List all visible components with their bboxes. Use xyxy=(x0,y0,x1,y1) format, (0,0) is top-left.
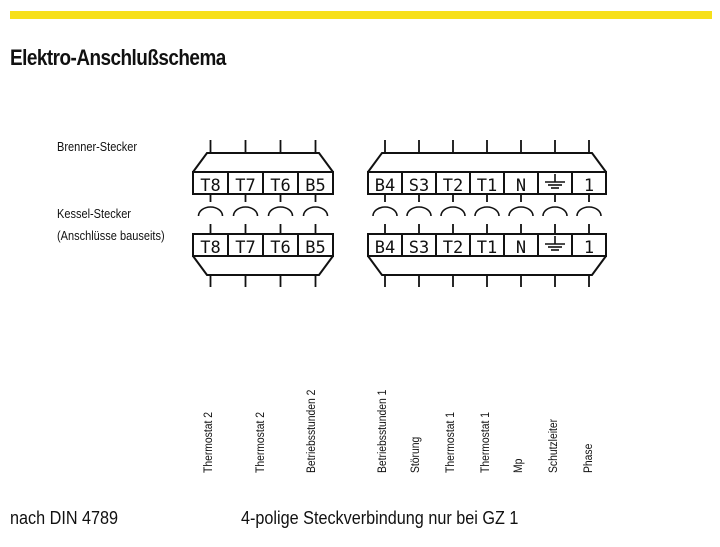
page-title: Elektro-Anschlußschema xyxy=(10,45,226,70)
brenner-left-pin-label: T8 xyxy=(200,176,221,196)
terminal-label: Betriebsstunden 1 xyxy=(377,389,389,473)
socket-arc xyxy=(475,207,499,216)
footer-note: 4-polige Steckverbindung nur bei GZ 1 xyxy=(241,508,519,528)
socket-arc xyxy=(269,207,293,216)
kessel-right-pin-label: B4 xyxy=(374,238,396,258)
brenner-left-housing xyxy=(193,153,333,172)
terminal-label: Thermostat 2 xyxy=(203,412,215,473)
brenner-left-pin-label: T7 xyxy=(235,176,256,196)
brenner-right-pin-label: T1 xyxy=(476,176,498,196)
kessel-right-pin-label: T2 xyxy=(442,238,464,258)
socket-arc xyxy=(304,207,328,216)
terminal-label: Mp xyxy=(513,458,525,473)
socket-arc xyxy=(234,207,258,216)
kessel-right-pin-label: 1 xyxy=(583,238,595,258)
socket-arc xyxy=(509,207,533,216)
terminal-label: Thermostat 1 xyxy=(480,412,492,473)
brenner-right-pin-label: T2 xyxy=(442,176,464,196)
brenner-right-pin-label: N xyxy=(515,176,527,196)
terminal-label: Phase xyxy=(583,443,595,473)
socket-arc xyxy=(543,207,567,216)
kessel-right-housing xyxy=(368,256,606,275)
brenner-right-pin-label: 1 xyxy=(583,176,595,196)
brenner-right-housing xyxy=(368,153,606,172)
kessel-stecker-note: (Anschlüsse bauseits) xyxy=(57,229,165,243)
socket-arc xyxy=(577,207,601,216)
brenner-left-pin-label: T6 xyxy=(270,176,291,196)
kessel-left-pin-label: B5 xyxy=(305,238,326,258)
kessel-right-pin-label: T1 xyxy=(476,238,498,258)
brenner-right-pin-label: S3 xyxy=(408,176,430,196)
kessel-right-pin-label: S3 xyxy=(408,238,430,258)
terminal-label: Thermostat 2 xyxy=(255,412,267,473)
kessel-left-housing xyxy=(193,256,333,275)
terminal-label: Betriebsstunden 2 xyxy=(306,389,318,473)
socket-arc xyxy=(441,207,465,216)
kessel-left-pin-label: T8 xyxy=(200,238,221,258)
kessel-stecker-label: Kessel-Stecker xyxy=(57,207,131,221)
kessel-left-pin-label: T7 xyxy=(235,238,256,258)
socket-arc xyxy=(407,207,431,216)
brenner-stecker-label: Brenner-Stecker xyxy=(57,140,138,154)
socket-arc xyxy=(199,207,223,216)
footer-standard: nach DIN 4789 xyxy=(10,508,119,528)
kessel-right-pin-label: N xyxy=(515,238,527,258)
brenner-left-pin-label: B5 xyxy=(305,176,326,196)
terminal-label: Schutzleiter xyxy=(548,418,560,473)
brenner-right-pin-label: B4 xyxy=(374,176,396,196)
terminal-label: Störung xyxy=(410,436,422,473)
socket-arc xyxy=(373,207,397,216)
terminal-label: Thermostat 1 xyxy=(445,412,457,473)
kessel-left-pin-label: T6 xyxy=(270,238,291,258)
